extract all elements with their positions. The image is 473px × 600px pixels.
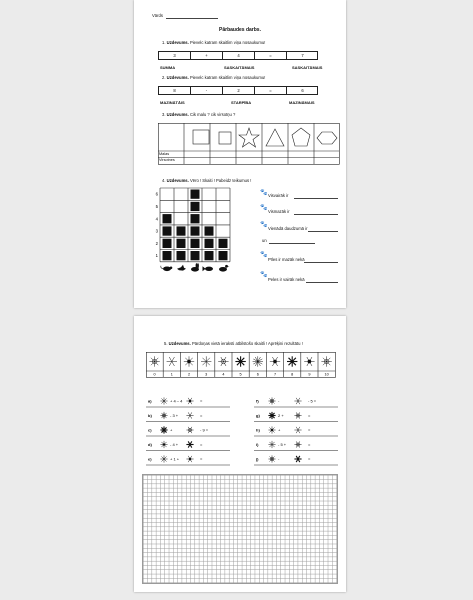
exercise-expression: - [278,456,280,462]
key-number: 8 [291,372,294,377]
key-number: 3 [205,372,208,377]
y-tick-label: 2 [155,240,158,246]
duck-icon [219,265,230,272]
snowflake-icon [218,357,228,366]
exercise-expression: 2 + [278,413,284,418]
paw-icon: 🐾 [260,190,268,196]
exercise-equals: - 5 = [308,398,317,404]
hexagon-shape [317,132,337,144]
task1-cell: 3 [159,52,191,59]
bar-block [191,251,200,260]
key-number: 5 [239,372,242,377]
bar-block [177,239,186,248]
snowflake-icon [186,398,193,404]
key-number: 7 [273,372,277,377]
task2-cell: 8 [159,87,191,94]
name-label: Vārds [152,13,163,18]
exercise-letter: h) [256,427,260,433]
task2-cell: - [191,87,223,94]
exercise-list [146,394,342,469]
bar-block [163,239,172,248]
y-tick-label: 1 [155,253,158,259]
paw-icon: 🐾 [260,222,268,228]
snowflake-icon [268,441,275,448]
snowflake-icon [321,356,331,366]
pentagon-shape [292,128,310,146]
snowflake-icon [304,357,314,366]
shapes-table [158,123,340,165]
exercise-equals: = [308,442,311,447]
snowflake-icon [294,441,301,447]
key-number: 2 [187,372,191,377]
answer-line[interactable] [306,282,338,283]
answer-line[interactable] [294,214,338,215]
exercise-equals: - 9 = [200,427,209,433]
answer-line[interactable] [294,198,338,199]
snowflake-icon [160,426,167,433]
exercise-expression: + 4 – 4 [170,398,183,404]
snowflake-icon [184,356,194,366]
bar-block [205,226,214,235]
grid-paper[interactable] [142,474,338,584]
snowflake-icon [235,356,245,366]
snowflake-icon [287,356,297,366]
exercise-expression: + 1 + [170,456,180,462]
worksheet-page-1 [134,0,346,308]
row-label-sides: Malas [159,152,170,156]
bar-block [177,226,186,235]
snowflake-icon [186,412,193,418]
task2-cell: = [255,87,287,94]
exercise-letter: b) [148,413,152,418]
exercise-letter: d) [148,442,152,447]
name-answer-line[interactable] [166,18,218,19]
key-number: 4 [222,372,225,377]
bar-block [219,251,228,260]
exercise-equals: = [308,427,311,433]
snowflake-icon [294,456,301,462]
exercise-letter: e) [148,456,152,462]
bar-block [191,190,200,199]
snowflake-icon [294,412,301,418]
bar-block [177,251,186,260]
snowflake-key-table [146,352,344,382]
exercise-equals: = [200,413,203,418]
y-tick-label: 6 [155,191,158,197]
square-shape [219,132,231,144]
key-number: 10 [324,372,329,377]
exercise-letter: c) [148,427,152,433]
worksheet-page-2 [134,316,346,592]
exercise-expression: + [170,427,173,433]
exercise-letter: i) [256,442,259,447]
task1-word: SASKAITĀMAIS [224,65,255,70]
task2-word: MAZINĀTĀIS [160,100,185,105]
star-shape [239,128,259,147]
bar-block [191,214,200,223]
snowflake-icon [268,455,275,462]
exercise-equals: = [200,442,203,447]
exercise-letter: j) [256,456,259,462]
key-number: 9 [308,372,311,377]
fish-icon [203,266,214,271]
task3-heading: 3. Uzdevums. Cik malu ? cik virsotņu ? [162,112,236,117]
snowflake-icon [160,455,167,462]
snowflake-icon [186,441,193,447]
sentence: Pīles ir mazāk nekā [268,257,305,262]
task1-equation-row [158,51,318,60]
snowflake-icon [253,356,263,366]
exercise-letter: a) [148,398,152,404]
snowflake-icon [167,357,177,366]
snowflake-icon [201,356,211,366]
sentence: Peles ir vairāk nekā [268,277,305,282]
y-tick-label: 3 [155,228,158,234]
page-title: Pārbaudes darbs. [219,27,261,33]
rabbit-icon [191,263,199,271]
answer-line[interactable] [304,262,338,263]
bar-block [191,239,200,248]
y-tick-label: 5 [155,203,158,209]
exercise-expression: - 4 + [170,442,179,447]
answer-line[interactable] [269,243,315,244]
snowflake-icon [294,427,301,433]
task1-cell: + [191,52,223,59]
bar-block [205,251,214,260]
bird-icon [177,265,186,271]
paw-icon: 🐾 [260,272,268,278]
snowflake-icon [268,397,275,404]
task5-heading: 5. Uzdevums. Pārdoņas vietā ieraksti atbilstošo skaitli ! Aprēķini rezultātu ! [164,341,303,346]
key-number: 1 [170,372,173,377]
snowflake-icon [268,426,275,433]
bar-block [205,239,214,248]
snowflake-icon [160,441,167,448]
bar-block [163,214,172,223]
bar-block [163,226,172,235]
snowflake-icon [186,427,193,433]
snowflake-icon [268,412,275,419]
bar-block [219,239,228,248]
task2-word: MAZINĀMAIS [289,100,315,105]
animals-bar-chart [152,188,252,278]
snowflake-icon [149,356,159,366]
snowflake-icon [160,397,167,404]
task1-cell: 4 [223,52,255,59]
rectangle-shape [193,130,209,144]
exercise-expression: - 3 + [170,413,179,418]
snowflake-icon [294,398,301,404]
exercise-expression: - 5 + [278,442,287,447]
task1-word: SUMMA [160,65,176,70]
exercise-letter: f) [256,398,259,404]
exercise-equals: = [200,456,203,462]
mouse-icon [161,266,173,271]
task1-cell: 7 [301,53,304,58]
task2-word: STARPĪBA [231,100,252,105]
triangle-shape [266,129,284,146]
sentence: un [262,238,267,243]
exercise-equals: = [200,398,203,404]
exercise-expression: + [278,427,281,433]
key-number: 0 [153,372,156,377]
task1-word: SASKAITĀMAIS [292,65,323,70]
bar-block [191,226,200,235]
sentence: Visvairāk ir [268,193,289,198]
key-number: 6 [256,372,259,377]
snowflake-icon [270,357,280,366]
paw-icon: 🐾 [260,252,268,258]
snowflake-icon [160,412,167,419]
paw-icon: 🐾 [260,205,268,211]
task2-cell: 6 [301,88,304,93]
sentence: Vismazāk ir [268,209,290,214]
exercise-expression: - [278,398,280,404]
exercise-equals: = [308,456,311,462]
task1-heading: 1. Uzdevums. Pievelc katram skaitlim viņa nosaukumu! [162,40,266,45]
row-label-vertices: Virsotnes [159,158,175,162]
sentence: Vienādā daudzumā ir [268,226,308,231]
task1-cell: = [255,52,287,59]
answer-line[interactable] [308,231,338,232]
bar-block [191,202,200,211]
y-tick-label: 4 [155,216,158,222]
snowflake-icon [186,456,193,462]
bar-block [163,251,172,260]
exercise-letter: g) [256,413,260,418]
task2-heading: 2. Uzdevums. Pievelc katram skaitlim viņa nosaukumu! [162,75,266,80]
task4-heading: 4. Uzdevums. Vēro ! Skaiti ! Pabeidz teikumus ! [162,178,252,183]
task2-equation-row [158,86,318,95]
task2-cell: 2 [223,87,255,94]
exercise-equals: = [308,413,311,418]
